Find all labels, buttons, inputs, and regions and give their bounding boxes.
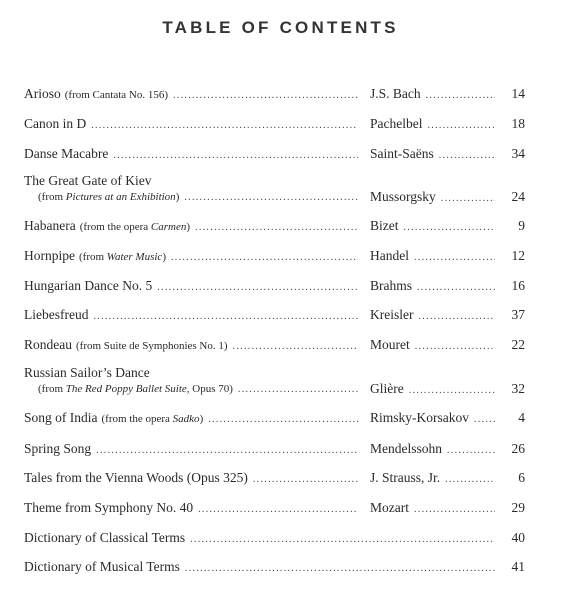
dot-leader: [409, 383, 495, 399]
entry-page-number: 18: [511, 116, 525, 131]
entry-title: Song of India: [24, 410, 98, 425]
dot-leader: [447, 443, 495, 459]
dot-leader: [427, 118, 495, 134]
entry-composer: Handel: [370, 248, 409, 263]
entry-title: Dictionary of Musical Terms: [24, 559, 180, 574]
dot-leader: [208, 412, 358, 428]
entry-composer: Pachelbel: [370, 116, 423, 131]
dot-leader: [415, 339, 495, 355]
dot-leader: [157, 280, 358, 296]
entry-page-number: 14: [511, 86, 525, 101]
dot-leader: [190, 532, 495, 548]
dot-leader: [404, 220, 496, 236]
entry-page-number: 9: [518, 218, 525, 233]
entry-title: The Great Gate of Kiev: [24, 173, 152, 188]
entry-page-number: 22: [511, 337, 525, 352]
entry-title: Danse Macabre: [24, 146, 109, 161]
dot-leader: [185, 561, 495, 577]
entry-page-number: 41: [511, 559, 525, 574]
entry-source: (from Water Music): [79, 251, 166, 263]
entry-composer: J.S. Bach: [370, 86, 421, 101]
entry-page-number: 32: [511, 381, 525, 396]
entry-source: (from Suite de Symphonies No. 1): [76, 340, 228, 352]
entry-composer: Rimsky-Korsakov: [370, 410, 469, 425]
entry-title: Hornpipe: [24, 248, 75, 263]
entry-composer: Mozart: [370, 500, 409, 515]
dot-leader: [184, 190, 358, 206]
dot-leader: [238, 382, 358, 398]
entry-page-number: 6: [518, 470, 525, 485]
entry-composer: Kreisler: [370, 307, 414, 322]
dot-leader: [195, 220, 358, 236]
entry-page-number: 24: [511, 189, 525, 204]
entry-page-number: 37: [511, 307, 525, 322]
entry-title: Theme from Symphony No. 40: [24, 500, 194, 515]
dot-leader: [253, 472, 358, 488]
entry-composer: Mussorgsky: [370, 189, 436, 204]
dot-leader: [93, 309, 358, 325]
entry-source: (from the opera Carmen): [79, 221, 191, 233]
entry-title: Russian Sailor’s Dance: [24, 365, 150, 380]
entry-title: Arioso: [24, 86, 61, 101]
dot-leader: [113, 148, 358, 164]
entry-composer: Mouret: [370, 337, 410, 352]
entry-title: Habanera: [24, 218, 76, 233]
entry-composer: Bizet: [370, 218, 399, 233]
dot-leader: [96, 443, 358, 459]
dot-leader: [441, 191, 495, 207]
dot-leader: [414, 250, 495, 266]
entry-title: Hungarian Dance No. 5: [24, 278, 153, 293]
entry-title: Tales from the Vienna Woods (Opus 325): [24, 470, 248, 485]
entry-title: Rondeau: [24, 337, 72, 352]
entry-source: (from The Red Poppy Ballet Suite, Opus 70): [38, 383, 233, 395]
entry-page-number: 12: [511, 248, 525, 263]
entry-page-number: 4: [518, 410, 525, 425]
dot-leader: [233, 339, 358, 355]
entry-page-number: 16: [511, 278, 525, 293]
entry-title: Canon in D: [24, 116, 87, 131]
entry-source: (from Pictures at an Exhibition): [38, 191, 180, 203]
entry-page-number: 34: [511, 146, 525, 161]
entry-title: Spring Song: [24, 441, 92, 456]
entry-title: Dictionary of Classical Terms: [24, 530, 186, 545]
dot-leader: [445, 472, 495, 488]
dot-leader: [173, 88, 358, 104]
dot-leader: [417, 280, 495, 296]
page-title: TABLE OF CONTENTS: [162, 18, 399, 37]
entry-composer: Saint-Saëns: [370, 146, 434, 161]
entry-composer: Mendelssohn: [370, 441, 442, 456]
entry-composer: J. Strauss, Jr.: [370, 470, 441, 485]
dot-leader: [414, 502, 495, 518]
dot-leader: [91, 118, 358, 134]
entry-page-number: 26: [511, 441, 525, 456]
dot-leader: [474, 412, 495, 428]
entry-source: (from the opera Sadko): [101, 413, 204, 425]
dot-leader: [418, 309, 495, 325]
dot-leader: [198, 502, 358, 518]
entry-title: Liebesfreud: [24, 307, 89, 322]
entry-composer: Glière: [370, 381, 404, 396]
entry-composer: Brahms: [370, 278, 412, 293]
entry-page-number: 29: [511, 500, 525, 515]
dot-leader: [426, 88, 495, 104]
dot-leader: [171, 250, 358, 266]
entry-source: (from Cantata No. 156): [64, 89, 168, 101]
entry-page-number: 40: [511, 530, 525, 545]
dot-leader: [439, 148, 495, 164]
